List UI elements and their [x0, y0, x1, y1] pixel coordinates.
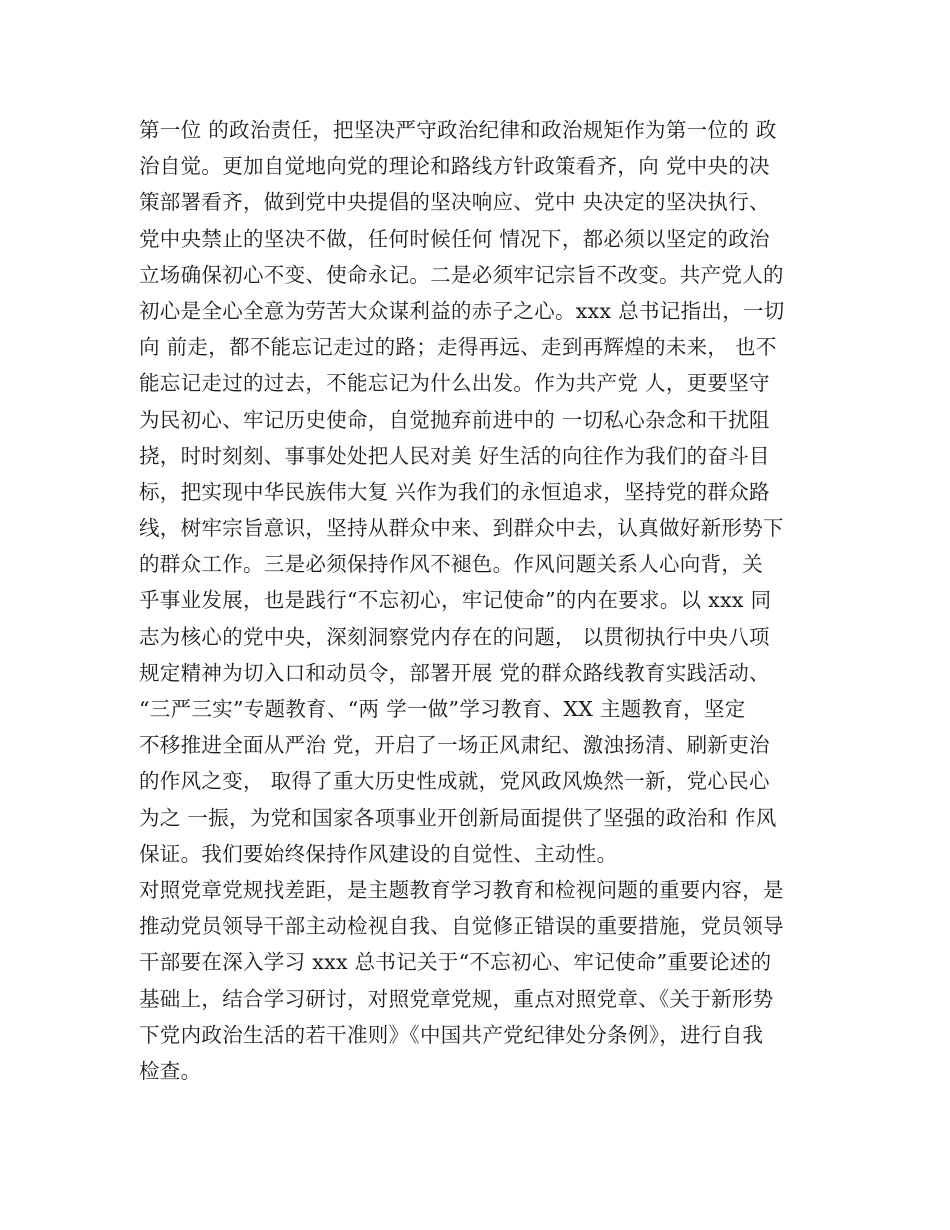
text-line: 不移推进全面从严治 党，开启了一场正风肃纪、激浊扬清、刷新吏治 [139, 733, 770, 758]
text-line: 立场确保初心不变、使命永记。二是必须牢记宗旨不改变。共产党人的 [139, 262, 784, 287]
text-line: 检查。 [139, 1058, 202, 1083]
text-line: 向 前走，都不能忘记走过的路；走得再远、走到再辉煌的未来， 也不 [139, 335, 777, 360]
text-line: 的作风之变， 取得了重大历史性成就，党风政风焕然一新，党心民心 [139, 769, 770, 794]
text-line: 基础上，结合学习研讨，对照党章党规，重点对照党章、《关于新形势 [139, 986, 774, 1011]
text-line: 初心是全心全意为劳苦大众谋利益的赤子之心。xxx 总书记指出，一切 [139, 298, 785, 323]
text-line: 为之 一振，为党和国家各项事业开创新局面提供了坚强的政治和 作风 [139, 805, 777, 830]
text-line: 治自觉。更加自觉地向党的理论和路线方针政策看齐，向 党中央的决 [139, 154, 770, 179]
text-line: 策部署看齐，做到党中央提倡的坚决响应、党中 央决定的坚决执行、 [139, 190, 770, 215]
text-line: 挠，时时刻刻、事事处处把人民对美 好生活的向往作为我们的奋斗目 [139, 443, 770, 468]
text-line: 对照党章党规找差距，是主题教育学习教育和检视问题的重要内容，是 [139, 877, 784, 902]
text-line: 推动党员领导干部主动检视自我、自觉修正错误的重要措施，党员领导 [139, 914, 784, 939]
text-line: 规定精神为切入口和动员令，部署开展 党的群众路线教育实践活动、 [139, 660, 770, 685]
text-line: 标，把实现中华民族伟大复 兴作为我们的永恒追求，坚持党的群众路 [139, 479, 770, 504]
text-line: 保证。我们要始终保持作风建设的自觉性、主动性。 [139, 841, 618, 866]
text-line: 干部要在深入学习 xxx 总书记关于“不忘初心、牢记使命”重要论述的 [139, 950, 772, 975]
text-line: 志为核心的党中央，深刻洞察党内存在的问题， 以贯彻执行中央八项 [139, 624, 770, 649]
text-line: 下党内政治生活的若干准则》《中国共产党纪律处分条例》，进行自我 [139, 1022, 764, 1047]
text-line: 的群众工作。三是必须保持作风不褪色。作风问题关系人心向背，关 [139, 552, 763, 577]
document-body [139, 112, 819, 1089]
text-line: 党中央禁止的坚决不做，任何时候任何 情况下，都必须以坚定的政治 [139, 226, 770, 251]
text-line: “三严三实”专题教育、“两 学一做”学习教育、XX 主题教育，坚定 [139, 697, 746, 721]
text-line: 能忘记走过的过去，不能忘记为什么出发。作为共产党 人，更要坚守 [139, 371, 770, 396]
text-line: 为民初心、牢记历史使命，自觉抛弃前进中的 一切私心杂念和干扰阻 [139, 407, 770, 432]
text-line: 乎事业发展，也是践行“不忘初心，牢记使命”的内在要求。以 xxx 同 [139, 588, 772, 613]
text-line: 第一位 的政治责任，把坚决严守政治纪律和政治规矩作为第一位的 政 [139, 118, 777, 142]
text-line: 线，树牢宗旨意识，坚持从群众中来、到群众中去，认真做好新形势下 [139, 516, 784, 541]
